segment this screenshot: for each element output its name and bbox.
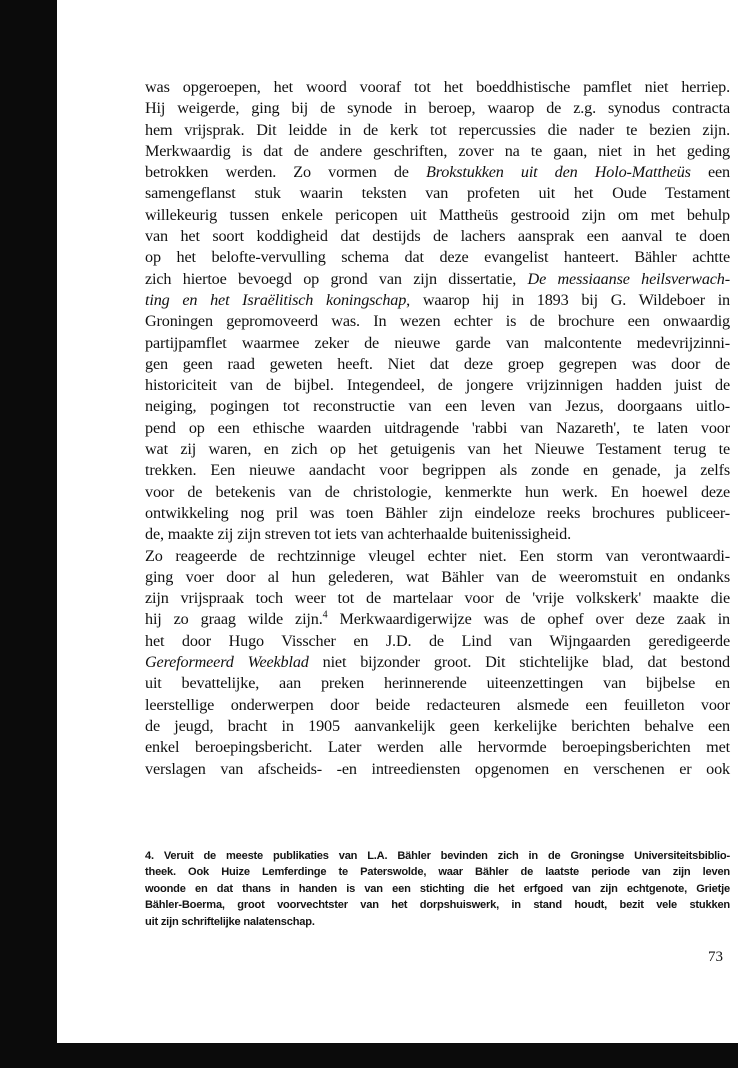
body-line: ting en het Israëlitisch koningschap, waarop hij in 1893 bij G. Wildeboer in [145, 290, 730, 309]
body-line: het door Hugo Visscher en J.D. de Lind van Wijngaarden geredigeerde [145, 631, 730, 650]
body-line: uit bevattelijke, aan preken herinnerende uiteenzettingen van bijbelse en [145, 674, 730, 693]
footnote-line: 4. Veruit de meeste publikaties van L.A. Bähler bevinden zich in de Groningse Universiteitsbiblio- [145, 850, 730, 862]
body-line: Hij weigerde, ging bij de synode in beroep, waarop de z.g. synodus contracta [145, 99, 730, 118]
footnote-line: theek. Ook Huize Lemferdinge te Paterswolde, waar Bähler de laatste periode van zijn leven [145, 866, 730, 879]
scan-border-left [0, 0, 57, 1068]
body-line: pend op een ethische waarden uitdragende 'rabbi van Nazareth', te laten voor [145, 418, 730, 437]
footnote-line: Bähler-Boerma, groot voorvechtster van het dorpshuiswerk, in stand houdt, bezit vele stukken [145, 899, 730, 912]
footnote-reference: 4 [322, 610, 328, 622]
body-line: willekeurig tussen enkele pericopen uit Mattheüs gestrooid zijn om met behulp [145, 205, 730, 224]
footnote [145, 848, 730, 930]
body-line: enkel beroepingsbericht. Later werden alle hervormde beroepingsberichten met [145, 738, 730, 757]
body-line: samengeflanst stuk waarin teksten van profeten uit het Oude Testament [145, 184, 730, 203]
body-line: verslagen van afscheids- -en intreediensten opgenomen en verschenen er ook [145, 759, 730, 778]
body-line: ontwikkeling nog pril was toen Bähler zijn eindeloze reeks brochures publiceer- [145, 503, 730, 522]
body-line: betrokken werden. Zo vormen de Brokstukken uit den Holo-Mattheüs een [145, 163, 730, 182]
body-line: Merkwaardig is dat de andere geschriften, zover na te gaan, niet in het geding [145, 141, 730, 160]
body-line: wat zij waren, en zich op het getuigenis van het Nieuwe Testament terug te [145, 440, 730, 459]
body-line: partijpamflet waarmee zeker de nieuwe garde van malcontente medevrijzinni- [145, 333, 730, 352]
body-line: voor de betekenis van de christologie, kenmerkte hun werk. En hoewel deze [145, 482, 730, 501]
page-number: 73 [708, 949, 723, 965]
body-line: historiciteit van de bijbel. Integendeel, de jongere vrijzinnigen hadden juist de [145, 376, 730, 395]
body-line: Gereformeerd Weekblad niet bijzonder groot. Dit stichtelijke blad, dat bestond [145, 653, 730, 672]
body-line: Groningen gepromoveerd was. In wezen echter is de brochure een onwaardig [145, 312, 730, 331]
book-title: Brokstukken uit den Holo-Mattheüs [425, 163, 691, 182]
body-line: Zo reageerde de rechtzinnige vleugel echter niet. Een storm van verontwaardi- [145, 546, 730, 565]
body-line: trekken. Een nieuwe aandacht voor begrippen als zonde en genade, ja zelfs [145, 461, 730, 480]
scan-border-bottom [0, 1043, 738, 1068]
dissertation-title: ting en het Israëlitisch koningschap [145, 290, 407, 309]
body-line: van het soort koddigheid dat destijds de lachers aansprak een aanval te doen [145, 227, 730, 246]
body-line: was opgeroepen, het woord vooraf tot het boeddhistische pamflet niet herriep. [145, 78, 730, 96]
body-line: leerstellige onderwerpen door beide redacteuren alsmede een feuilleton voor [145, 695, 730, 714]
body-text [145, 77, 730, 780]
body-line: ging voer door al hun gelederen, wat Bähler van de weeromstuit en ondanks [145, 567, 730, 586]
body-line: zich hiertoe bevoegd op grond van zijn dissertatie, De messiaanse heilsverwach- [145, 269, 730, 288]
body-line: gen geen raad geweten heeft. Niet dat deze groep gegrepen was door de [145, 354, 730, 373]
body-line: hij zo graag wilde zijn.$^4$ Merkwaardigerwijze was de ophef over deze zaak in [145, 610, 731, 629]
body-line: op het belofte-vervulling schema dat deze evangelist hanteert. Bähler achtte [145, 248, 730, 267]
footnote-line: woonde en dat thans in handen is van een stichting die het erfgoed van zijn echtgenote, Grietje [145, 882, 730, 895]
body-line: de, maakte zij zijn streven tot iets van achterhaalde buitenissigheid. [145, 525, 571, 544]
body-line: neiging, pogingen tot reconstructie van een leven van Jezus, doorgaans uitlo- [145, 397, 730, 416]
dissertation-title: De messiaanse heilsverwach- [527, 269, 730, 288]
periodical-title: Gereformeerd Weekblad [145, 653, 309, 672]
body-line: de jeugd, bracht in 1905 aanvankelijk geen kerkelijke berichten behalve een [145, 716, 730, 735]
body-line: zijn vrijspraak toch weer tot de martelaar voor de 'vrije volkskerk' maakte die [145, 589, 730, 608]
body-line: hem vrijsprak. Dit leidde in de kerk tot repercussies die nader te bezien zijn. [145, 120, 730, 139]
footnote-line: uit zijn schriftelijke nalatenschap. [145, 915, 315, 928]
page-sheet [57, 0, 738, 1043]
